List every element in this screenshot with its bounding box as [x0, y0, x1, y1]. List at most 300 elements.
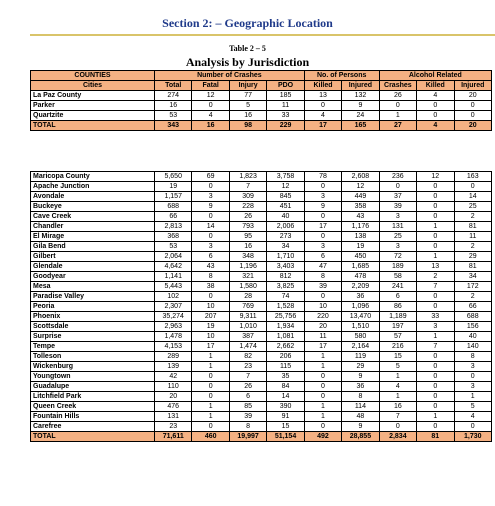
value-cell: 1,823	[229, 172, 266, 182]
value-cell: 0	[417, 192, 454, 202]
value-cell: 132	[342, 91, 379, 101]
value-cell: 9	[342, 101, 379, 111]
value-cell: 16	[379, 402, 416, 412]
value-cell: 39	[304, 282, 341, 292]
value-cell: 289	[155, 352, 192, 362]
value-cell: 81	[454, 222, 492, 232]
value-cell: 8	[454, 352, 492, 362]
table-row	[31, 202, 492, 212]
value-cell: 20	[454, 91, 492, 101]
value-cell: 17	[304, 222, 341, 232]
value-cell: 6	[229, 392, 266, 402]
value-cell: 1,096	[342, 302, 379, 312]
city-name-cell: TOTAL	[31, 121, 155, 131]
value-cell: 33	[417, 312, 454, 322]
value-cell: 5,650	[155, 172, 192, 182]
city-name-cell: Glendale	[31, 262, 155, 272]
value-cell: 86	[379, 302, 416, 312]
value-cell: 1	[379, 372, 416, 382]
table-row	[31, 242, 492, 252]
value-cell: 40	[454, 332, 492, 342]
value-cell: 11	[454, 232, 492, 242]
value-cell: 0	[379, 422, 416, 432]
value-cell: 8	[229, 422, 266, 432]
city-name-cell: Maricopa County	[31, 172, 155, 182]
value-cell: 14	[267, 392, 304, 402]
value-cell: 1	[379, 392, 416, 402]
value-cell: 0	[417, 111, 454, 121]
value-cell: 156	[454, 322, 492, 332]
table-row	[31, 172, 492, 182]
value-cell: 4	[192, 111, 229, 121]
value-cell: 0	[192, 232, 229, 242]
value-cell: 0	[417, 101, 454, 111]
value-cell: 34	[454, 272, 492, 282]
value-cell: 1	[192, 352, 229, 362]
value-cell: 26	[229, 212, 266, 222]
column-header: Injury	[229, 81, 266, 91]
city-name-cell: Queen Creek	[31, 402, 155, 412]
value-cell: 0	[379, 182, 416, 192]
value-cell: 228	[229, 202, 266, 212]
value-cell: 98	[229, 121, 266, 131]
value-cell: 20	[304, 322, 341, 332]
city-name-cell: Carefree	[31, 422, 155, 432]
value-cell: 2,209	[342, 282, 379, 292]
value-cell: 0	[417, 402, 454, 412]
jurisdiction-table-la-paz	[30, 70, 492, 131]
jurisdiction-table-maricopa	[30, 171, 492, 442]
value-cell: 19,997	[229, 432, 266, 442]
value-cell: 3	[304, 242, 341, 252]
city-name-cell: Gila Bend	[31, 242, 155, 252]
value-cell: 1,141	[155, 272, 192, 282]
value-cell: 6	[304, 252, 341, 262]
value-cell: 0	[192, 292, 229, 302]
column-header: Crashes	[379, 81, 416, 91]
value-cell: 492	[304, 432, 341, 442]
value-cell: 1,510	[342, 322, 379, 332]
value-cell: 358	[342, 202, 379, 212]
value-cell: 72	[379, 252, 416, 262]
table2-body	[31, 172, 492, 442]
value-cell: 115	[267, 362, 304, 372]
value-cell: 4,642	[155, 262, 192, 272]
value-cell: 2	[454, 292, 492, 302]
cities-header: Cities	[31, 81, 155, 91]
value-cell: 0	[192, 392, 229, 402]
value-cell: 81	[454, 262, 492, 272]
value-cell: 12	[342, 182, 379, 192]
value-cell: 40	[267, 212, 304, 222]
value-cell: 4,153	[155, 342, 192, 352]
value-cell: 4	[304, 111, 341, 121]
value-cell: 25,756	[267, 312, 304, 322]
value-cell: 28,855	[342, 432, 379, 442]
value-cell: 114	[342, 402, 379, 412]
value-cell: 580	[342, 332, 379, 342]
value-cell: 48	[342, 412, 379, 422]
value-cell: 0	[417, 422, 454, 432]
value-cell: 71,611	[155, 432, 192, 442]
value-cell: 8	[192, 272, 229, 282]
value-cell: 25	[379, 232, 416, 242]
value-cell: 9	[342, 422, 379, 432]
value-cell: 273	[267, 232, 304, 242]
value-cell: 390	[267, 402, 304, 412]
value-cell: 14	[192, 222, 229, 232]
city-name-cell: Scottsdale	[31, 322, 155, 332]
table-row	[31, 91, 492, 101]
value-cell: 1,528	[267, 302, 304, 312]
value-cell: 2,064	[155, 252, 192, 262]
value-cell: 0	[417, 232, 454, 242]
value-cell: 2,608	[342, 172, 379, 182]
value-cell: 0	[417, 302, 454, 312]
value-cell: 2	[454, 212, 492, 222]
value-cell: 23	[229, 362, 266, 372]
value-cell: 34	[267, 242, 304, 252]
column-header: Killed	[304, 81, 341, 91]
value-cell: 0	[417, 292, 454, 302]
value-cell: 4	[417, 91, 454, 101]
value-cell: 20	[454, 121, 492, 131]
total-row	[31, 432, 492, 442]
value-cell: 43	[342, 212, 379, 222]
value-cell: 17	[304, 342, 341, 352]
value-cell: 4	[454, 412, 492, 422]
value-cell: 0	[192, 382, 229, 392]
value-cell: 10	[192, 302, 229, 312]
value-cell: 19	[342, 242, 379, 252]
value-cell: 845	[267, 192, 304, 202]
table-row	[31, 292, 492, 302]
value-cell: 1,934	[267, 322, 304, 332]
city-name-cell: Youngtown	[31, 372, 155, 382]
table-row	[31, 392, 492, 402]
value-cell: 241	[379, 282, 416, 292]
value-cell: 5	[454, 402, 492, 412]
value-cell: 47	[304, 262, 341, 272]
value-cell: 688	[155, 202, 192, 212]
value-cell: 1,157	[155, 192, 192, 202]
value-cell: 3	[379, 242, 416, 252]
city-name-cell: Fountain Hills	[31, 412, 155, 422]
city-name-cell: Phoenix	[31, 312, 155, 322]
value-cell: 7	[229, 372, 266, 382]
table-row	[31, 372, 492, 382]
value-cell: 13	[304, 91, 341, 101]
value-cell: 478	[342, 272, 379, 282]
value-cell: 1	[417, 412, 454, 422]
value-cell: 0	[304, 422, 341, 432]
value-cell: 29	[342, 362, 379, 372]
value-cell: 26	[379, 91, 416, 101]
value-cell: 35	[267, 372, 304, 382]
city-name-cell: Guadalupe	[31, 382, 155, 392]
value-cell: 10	[304, 302, 341, 312]
value-cell: 16	[229, 242, 266, 252]
value-cell: 3	[417, 322, 454, 332]
value-cell: 0	[192, 101, 229, 111]
city-name-cell: Litchfield Park	[31, 392, 155, 402]
value-cell: 102	[155, 292, 192, 302]
value-cell: 140	[454, 342, 492, 352]
value-cell: 274	[155, 91, 192, 101]
value-cell: 2,662	[267, 342, 304, 352]
table-row	[31, 332, 492, 342]
city-name-cell: Surprise	[31, 332, 155, 342]
value-cell: 0	[192, 182, 229, 192]
value-cell: 163	[454, 172, 492, 182]
value-cell: 197	[379, 322, 416, 332]
value-cell: 138	[342, 232, 379, 242]
value-cell: 3	[192, 242, 229, 252]
value-cell: 12	[417, 172, 454, 182]
value-cell: 39	[379, 202, 416, 212]
value-cell: 1,176	[342, 222, 379, 232]
table-row	[31, 252, 492, 262]
value-cell: 43	[192, 262, 229, 272]
city-name-cell: Apache Junction	[31, 182, 155, 192]
value-cell: 23	[155, 422, 192, 432]
value-cell: 3	[304, 192, 341, 202]
table-row	[31, 362, 492, 372]
value-cell: 69	[192, 172, 229, 182]
value-cell: 15	[267, 422, 304, 432]
value-cell: 1,189	[379, 312, 416, 322]
city-name-cell: Mesa	[31, 282, 155, 292]
city-name-cell: Chandler	[31, 222, 155, 232]
table-row	[31, 352, 492, 362]
value-cell: 460	[192, 432, 229, 442]
value-cell: 236	[379, 172, 416, 182]
value-cell: 348	[229, 252, 266, 262]
city-name-cell: Goodyear	[31, 272, 155, 282]
value-cell: 9	[304, 202, 341, 212]
value-cell: 0	[304, 232, 341, 242]
value-cell: 2,006	[267, 222, 304, 232]
value-cell: 26	[229, 382, 266, 392]
value-cell: 1	[304, 412, 341, 422]
value-cell: 1,478	[155, 332, 192, 342]
value-cell: 8	[304, 272, 341, 282]
header-row-columns	[31, 81, 492, 91]
column-header: Injured	[342, 81, 379, 91]
value-cell: 1	[417, 252, 454, 262]
value-cell: 95	[229, 232, 266, 242]
value-cell: 7	[229, 182, 266, 192]
table-number: Table 2 – 5	[229, 44, 266, 53]
value-cell: 0	[417, 202, 454, 212]
value-cell: 0	[192, 212, 229, 222]
value-cell: 1	[192, 362, 229, 372]
value-cell: 6	[379, 292, 416, 302]
value-cell: 4	[417, 121, 454, 131]
value-cell: 13	[417, 262, 454, 272]
value-cell: 36	[342, 382, 379, 392]
value-cell: 189	[379, 262, 416, 272]
city-name-cell: Avondale	[31, 192, 155, 202]
value-cell: 1,710	[267, 252, 304, 262]
city-name-cell: Peoria	[31, 302, 155, 312]
table-row	[31, 282, 492, 292]
value-cell: 451	[267, 202, 304, 212]
value-cell: 9	[192, 202, 229, 212]
value-cell: 81	[417, 432, 454, 442]
value-cell: 1,196	[229, 262, 266, 272]
city-name-cell: La Paz County	[31, 91, 155, 101]
value-cell: 5	[379, 362, 416, 372]
table-row	[31, 302, 492, 312]
value-cell: 2	[454, 242, 492, 252]
value-cell: 0	[417, 382, 454, 392]
table-row	[31, 212, 492, 222]
value-cell: 3,403	[267, 262, 304, 272]
value-cell: 0	[192, 422, 229, 432]
value-cell: 27	[379, 121, 416, 131]
table1-body	[31, 91, 492, 131]
value-cell: 37	[379, 192, 416, 202]
value-cell: 77	[229, 91, 266, 101]
value-cell: 53	[155, 111, 192, 121]
value-cell: 3	[454, 382, 492, 392]
value-cell: 9,311	[229, 312, 266, 322]
value-cell: 207	[192, 312, 229, 322]
table-row	[31, 182, 492, 192]
column-header: Killed	[417, 81, 454, 91]
value-cell: 19	[155, 182, 192, 192]
value-cell: 1,474	[229, 342, 266, 352]
value-cell: 387	[229, 332, 266, 342]
value-cell: 793	[229, 222, 266, 232]
value-cell: 216	[379, 342, 416, 352]
city-name-cell: El Mirage	[31, 232, 155, 242]
value-cell: 58	[379, 272, 416, 282]
value-cell: 84	[267, 382, 304, 392]
value-cell: 0	[304, 382, 341, 392]
table-title: Analysis by Jurisdiction	[185, 55, 310, 69]
value-cell: 1	[304, 402, 341, 412]
header-row-groups	[31, 71, 492, 81]
value-cell: 1,081	[267, 332, 304, 342]
value-cell: 17	[192, 342, 229, 352]
value-cell: 15	[379, 352, 416, 362]
value-cell: 688	[454, 312, 492, 322]
number-of-crashes-header: Number of Crashes	[155, 71, 305, 81]
value-cell: 0	[304, 392, 341, 402]
table-row	[31, 342, 492, 352]
value-cell: 42	[155, 372, 192, 382]
value-cell: 85	[229, 402, 266, 412]
value-cell: 25	[454, 202, 492, 212]
value-cell: 229	[267, 121, 304, 131]
table-row	[31, 382, 492, 392]
alcohol-related-header: Alcohol Related	[379, 71, 491, 81]
value-cell: 0	[454, 101, 492, 111]
value-cell: 82	[229, 352, 266, 362]
table-row	[31, 322, 492, 332]
table-row	[31, 222, 492, 232]
section-title: Section 2: – Geographic Location	[162, 16, 333, 30]
value-cell: 12	[192, 91, 229, 101]
value-cell: 51,154	[267, 432, 304, 442]
value-cell: 0	[417, 362, 454, 372]
city-name-cell: Quartzite	[31, 111, 155, 121]
value-cell: 4	[379, 382, 416, 392]
title-rule	[30, 34, 495, 36]
value-cell: 36	[342, 292, 379, 302]
value-cell: 16	[155, 101, 192, 111]
value-cell: 476	[155, 402, 192, 412]
value-cell: 1	[192, 402, 229, 412]
counties-header: COUNTIES	[31, 71, 155, 81]
value-cell: 13,470	[342, 312, 379, 322]
value-cell: 131	[155, 412, 192, 422]
value-cell: 5	[229, 101, 266, 111]
value-cell: 20	[155, 392, 192, 402]
value-cell: 1	[379, 111, 416, 121]
city-name-cell: Cave Creek	[31, 212, 155, 222]
value-cell: 449	[342, 192, 379, 202]
value-cell: 172	[454, 282, 492, 292]
value-cell: 0	[304, 292, 341, 302]
city-name-cell: Tempe	[31, 342, 155, 352]
value-cell: 53	[155, 242, 192, 252]
value-cell: 1,730	[454, 432, 492, 442]
value-cell: 16	[229, 111, 266, 121]
value-cell: 0	[454, 111, 492, 121]
value-cell: 812	[267, 272, 304, 282]
column-header: PDO	[267, 81, 304, 91]
value-cell: 7	[417, 282, 454, 292]
value-cell: 0	[417, 372, 454, 382]
city-name-cell: Gilbert	[31, 252, 155, 262]
value-cell: 368	[155, 232, 192, 242]
value-cell: 119	[342, 352, 379, 362]
value-cell: 1,580	[229, 282, 266, 292]
value-cell: 206	[267, 352, 304, 362]
value-cell: 131	[379, 222, 416, 232]
city-name-cell: Parker	[31, 101, 155, 111]
city-name-cell: Buckeye	[31, 202, 155, 212]
value-cell: 11	[304, 332, 341, 342]
value-cell: 57	[379, 332, 416, 342]
value-cell: 91	[267, 412, 304, 422]
table-row	[31, 192, 492, 202]
value-cell: 8	[342, 392, 379, 402]
value-cell: 66	[454, 302, 492, 312]
value-cell: 3	[192, 192, 229, 202]
value-cell: 0	[417, 212, 454, 222]
table-row	[31, 232, 492, 242]
total-row	[31, 121, 492, 131]
value-cell: 14	[454, 192, 492, 202]
value-cell: 769	[229, 302, 266, 312]
value-cell: 343	[155, 121, 192, 131]
value-cell: 0	[417, 392, 454, 402]
value-cell: 165	[342, 121, 379, 131]
value-cell: 1	[192, 412, 229, 422]
value-cell: 35,274	[155, 312, 192, 322]
value-cell: 0	[454, 422, 492, 432]
value-cell: 78	[304, 172, 341, 182]
table-row	[31, 402, 492, 412]
value-cell: 3,825	[267, 282, 304, 292]
value-cell: 1	[454, 392, 492, 402]
value-cell: 16	[192, 121, 229, 131]
value-cell: 66	[155, 212, 192, 222]
